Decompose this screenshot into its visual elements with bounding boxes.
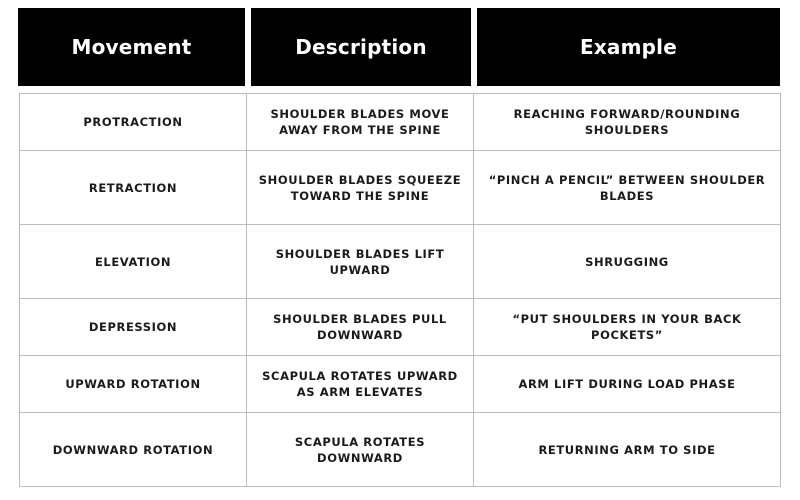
- description-cell: SCAPULA ROTATES UPWARD AS ARM ELEVATES: [247, 356, 474, 413]
- header-example: Example: [477, 8, 780, 86]
- table-row: [20, 225, 781, 299]
- table-row: [20, 299, 781, 356]
- example-cell: REACHING FORWARD/ROUNDING SHOULDERS: [474, 94, 781, 151]
- example-cell: “PINCH A PENCIL” BETWEEN SHOULDER BLADES: [474, 151, 781, 225]
- example-cell: SHRUGGING: [474, 225, 781, 299]
- example-cell: RETURNING ARM TO SIDE: [474, 413, 781, 487]
- table-row: [20, 356, 781, 413]
- movement-cell: RETRACTION: [20, 151, 247, 225]
- table-row: [20, 151, 781, 225]
- movement-cell: UPWARD ROTATION: [20, 356, 247, 413]
- description-cell: SCAPULA ROTATES DOWNWARD: [247, 413, 474, 487]
- description-cell: SHOULDER BLADES PULL DOWNWARD: [247, 299, 474, 356]
- description-cell: SHOULDER BLADES MOVE AWAY FROM THE SPINE: [247, 94, 474, 151]
- table-row: [20, 413, 781, 487]
- header-description: Description: [251, 8, 471, 86]
- example-cell: “PUT SHOULDERS IN YOUR BACK POCKETS”: [474, 299, 781, 356]
- header-movement: Movement: [18, 8, 245, 86]
- movement-cell: DEPRESSION: [20, 299, 247, 356]
- movement-cell: PROTRACTION: [20, 94, 247, 151]
- example-cell: ARM LIFT DURING LOAD PHASE: [474, 356, 781, 413]
- description-cell: SHOULDER BLADES LIFT UPWARD: [247, 225, 474, 299]
- movement-cell: DOWNWARD ROTATION: [20, 413, 247, 487]
- description-cell: SHOULDER BLADES SQUEEZE TOWARD THE SPINE: [247, 151, 474, 225]
- movement-cell: ELEVATION: [20, 225, 247, 299]
- movements-table: [19, 93, 781, 487]
- table-row: [20, 94, 781, 151]
